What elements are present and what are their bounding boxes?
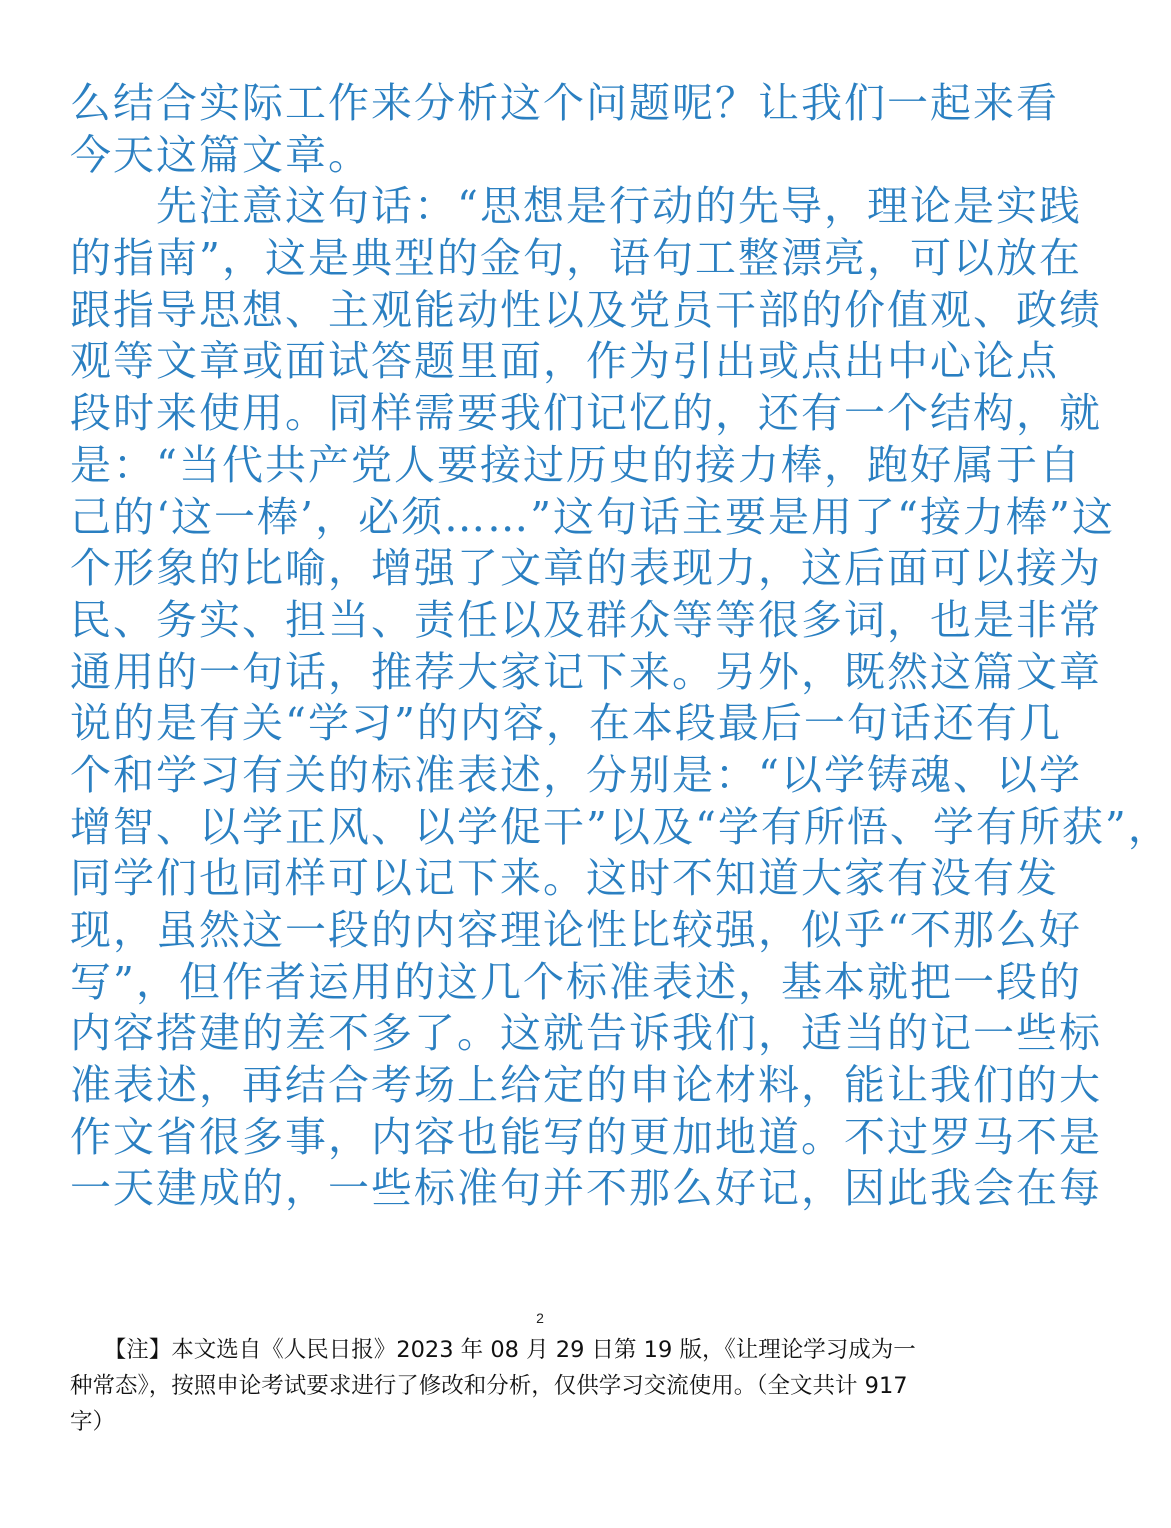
body-line: 今天这篇文章。 <box>70 130 371 179</box>
body-line: 么结合实际工作来分析这个问题呢？让我们一起来看 <box>70 79 1059 127</box>
note-line: 种常态》，按照申论考试要求进行了修改和分析，仅供学习交流使用。（全文共计 917 <box>70 1373 908 1399</box>
body-line: 通用的一句话，推荐大家记下来。另外，既然这篇文章 <box>70 647 1102 696</box>
body-line: 内容搭建的差不多了。这就告诉我们，适当的记一些标 <box>70 1009 1102 1058</box>
page-number: 2 <box>536 1310 544 1326</box>
body-line: 准表述，再结合考场上给定的申论材料，能让我们的大 <box>70 1061 1102 1110</box>
body-line: 一天建成的，一些标准句并不那么好记，因此我会在每 <box>70 1164 1102 1213</box>
body-line: 同学们也同样可以记下来。这时不知道大家有没有发 <box>70 854 1059 903</box>
body-line: 说的是有关“学习”的内容，在本段最后一句话还有几 <box>70 699 1062 748</box>
body-line: 增智、以学正风、以学促干”以及“学有所悟、学有所获”， <box>70 802 1171 851</box>
body-line: 先注意这句话：“思想是行动的先导，理论是实践 <box>70 182 1082 231</box>
article-body <box>70 78 1171 1215</box>
body-line: 作文省很多事，内容也能写的更加地道。不过罗马不是 <box>70 1112 1102 1161</box>
body-line: 民、务实、担当、责任以及群众等等很多词，也是非常 <box>70 595 1102 644</box>
body-line: 跟指导思想、主观能动性以及党员干部的价值观、政绩 <box>70 285 1102 334</box>
body-line: 己的‘这一棒’，必须……”这句话主要是用了“接力棒”这 <box>70 492 1115 541</box>
body-line: 观等文章或面试答题里面，作为引出或点出中心论点 <box>70 337 1059 386</box>
body-line: 个和学习有关的标准表述，分别是：“以学铸魂、以学 <box>70 750 1082 799</box>
body-line: 段时来使用。同样需要我们记忆的，还有一个结构，就 <box>70 389 1102 438</box>
body-line: 是：“当代共产党人要接过历史的接力棒，跑好属于自 <box>70 440 1082 489</box>
body-line: 个形象的比喻，增强了文章的表现力，这后面可以接为 <box>70 544 1102 593</box>
note-line: 字） <box>70 1409 116 1435</box>
body-line: 写”，但作者运用的这几个标准表述，基本就把一段的 <box>70 957 1082 1006</box>
body-line: 的指南”，这是典型的金句，语句工整漂亮，可以放在 <box>70 234 1082 283</box>
source-note <box>70 1332 1018 1440</box>
note-line: 【注】本文选自《人民日报》2023 年 08 月 29 日第 19 版，《让理论学习成为一 <box>70 1337 916 1363</box>
body-line: 现，虽然这一段的内容理论性比较强，似乎“不那么好 <box>70 906 1082 954</box>
